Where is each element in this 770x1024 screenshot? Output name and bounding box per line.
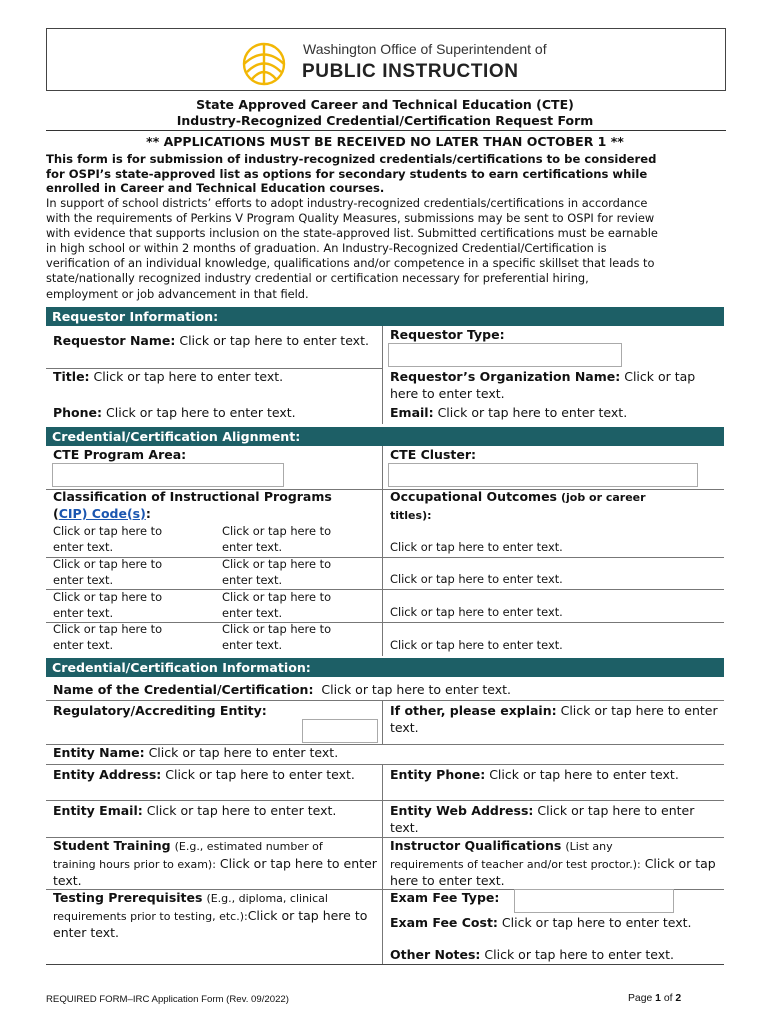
phone-value[interactable]: Click or tap here to enter text. bbox=[106, 405, 296, 420]
requestor-type-label: Requestor Type: bbox=[390, 327, 505, 342]
requestor-phone-field[interactable] bbox=[53, 405, 378, 422]
intro-body-line: In support of school districts’ efforts to adopt industry-recognized credentials/certifications in accordance bbox=[46, 196, 648, 210]
program-area-label: CTE Program Area: bbox=[53, 447, 187, 462]
entity-email-field[interactable] bbox=[53, 803, 378, 820]
table-bottom-border bbox=[46, 964, 724, 965]
occupational-outcome-field-4[interactable]: Click or tap here to enter text. bbox=[390, 638, 563, 652]
instructor-qualifications-label: Instructor Qualifications bbox=[390, 838, 562, 853]
title-value[interactable]: Click or tap here to enter text. bbox=[93, 369, 284, 384]
instructor-qualifications-value[interactable]: Click or tap here to enter text. bbox=[390, 855, 716, 888]
phone-label: Phone: bbox=[53, 405, 103, 420]
entity-phone-label: Entity Phone: bbox=[390, 767, 486, 782]
header-logo-box bbox=[46, 28, 726, 91]
column-divider bbox=[382, 326, 383, 424]
intro-bold-paragraph bbox=[46, 152, 736, 196]
title-label: Title: bbox=[53, 369, 90, 384]
row-divider bbox=[382, 557, 724, 558]
cip-code-field-1[interactable]: Click or tap here to enter text. bbox=[53, 524, 163, 554]
entity-email-value[interactable]: Click or tap here to enter text. bbox=[146, 803, 337, 818]
row-divider bbox=[382, 622, 724, 623]
section-header-requestor: Requestor Information: bbox=[46, 307, 724, 326]
requestor-org-field[interactable] bbox=[390, 369, 720, 402]
cip-code-field-8[interactable]: Click or tap here to enter text. bbox=[222, 622, 332, 652]
cip-code-field-3[interactable]: Click or tap here to enter text. bbox=[53, 557, 163, 587]
requestor-name-label: Requestor Name: bbox=[53, 333, 176, 348]
program-area-dropdown[interactable] bbox=[52, 463, 284, 487]
email-value[interactable]: Click or tap here to enter text. bbox=[437, 405, 628, 420]
occupational-outcomes-label: Occupational Outcomes (job or career titles): bbox=[390, 489, 646, 522]
requestor-name-field[interactable] bbox=[53, 333, 378, 350]
intro-body-line: in high school or within 2 months of graduation. An Industry-Recognized Credential/Certification is bbox=[46, 241, 607, 256]
other-notes-label: Other Notes: bbox=[390, 947, 481, 962]
form-title-line2: Industry-Recognized Credential/Certification Request Form bbox=[176, 113, 594, 128]
credential-name-value[interactable]: Click or tap here to enter text. bbox=[321, 682, 512, 697]
testing-prerequisites-field[interactable]: Testing Prerequisites (E.g., diploma, clinical requirements prior to testing, etc.):Click or tap here to enter text. bbox=[53, 890, 368, 940]
cip-code-field-2[interactable]: Click or tap here to enter text. bbox=[222, 524, 332, 554]
other-explain-label: If other, please explain: bbox=[390, 703, 557, 718]
entity-email-label: Entity Email: bbox=[53, 803, 143, 818]
intro-bold-line: enrolled in Career and Technical Education courses. bbox=[46, 181, 385, 196]
intro-bold-line: for OSPI’s state-approved list as options for secondary students to earn certifications while bbox=[46, 166, 648, 181]
entity-phone-value[interactable]: Click or tap here to enter text. bbox=[489, 767, 679, 782]
exam-fee-cost-value[interactable]: Click or tap here to enter text. bbox=[501, 915, 692, 930]
intro-body-line: with evidence that supports inclusion on the state-approved list. Submitted certifications must be earnable bbox=[46, 226, 658, 241]
org-name-line2: PUBLIC INSTRUCTION bbox=[302, 61, 519, 82]
column-divider bbox=[382, 446, 383, 656]
intro-body-paragraph bbox=[46, 196, 736, 302]
cip-code-field-5[interactable]: Click or tap here to enter text. bbox=[53, 590, 163, 620]
requestor-title-field[interactable] bbox=[53, 369, 378, 386]
intro-bold-line: This form is for submission of industry-recognized credentials/certifications to be considered bbox=[46, 152, 657, 166]
org-name-line1: Washington Office of Superintendent of bbox=[303, 41, 547, 57]
cluster-dropdown[interactable] bbox=[388, 463, 698, 487]
cluster-label: CTE Cluster: bbox=[390, 447, 477, 462]
instructor-qualifications-field[interactable]: Instructor Qualifications (List any requirements of teacher and/or test proctor.): Click or tap here to enter text. bbox=[390, 838, 716, 888]
student-training-label: Student Training bbox=[53, 838, 171, 853]
entity-name-field[interactable] bbox=[53, 745, 723, 762]
row-divider bbox=[382, 589, 724, 590]
testing-prerequisites-label: Testing Prerequisites bbox=[53, 890, 203, 905]
entity-address-value[interactable]: Click or tap here to enter text. bbox=[165, 767, 355, 782]
column-divider bbox=[382, 764, 383, 964]
credential-name-label: Name of the Credential/Certification: bbox=[53, 682, 314, 697]
exam-fee-type-label: Exam Fee Type: bbox=[390, 890, 500, 905]
student-training-field[interactable]: Student Training (E.g., estimated number of training hours prior to exam): Click or tap here to enter text. bbox=[53, 838, 377, 888]
section-header-credential: Credential/Certification Information: bbox=[46, 658, 724, 677]
ospi-sun-logo-icon bbox=[235, 37, 293, 87]
student-training-value[interactable]: Click or tap here to enter text. bbox=[53, 855, 377, 888]
regulatory-entity-dropdown[interactable] bbox=[302, 719, 378, 743]
cip-code-field-6[interactable]: Click or tap here to enter text. bbox=[222, 590, 332, 620]
requestor-type-dropdown[interactable] bbox=[388, 343, 622, 367]
exam-fee-cost-label: Exam Fee Cost: bbox=[390, 915, 498, 930]
testing-prerequisites-value[interactable]: Click or tap here to enter text. bbox=[53, 907, 368, 940]
cip-label: Classification of Instructional Programs (CIP) Code(s): bbox=[53, 489, 332, 521]
other-explain-field[interactable] bbox=[390, 703, 720, 736]
section-header-alignment: Credential/Certification Alignment: bbox=[46, 427, 724, 446]
cip-codes-link[interactable]: CIP) Code(s) bbox=[58, 505, 146, 521]
entity-web-value[interactable]: Click or tap here to enter text. bbox=[390, 803, 695, 835]
form-title-line1: State Approved Career and Technical Education (CTE) bbox=[196, 97, 574, 112]
credential-name-field[interactable] bbox=[53, 682, 723, 699]
org-label: Requestor’s Organization Name: bbox=[390, 369, 621, 384]
cip-code-field-7[interactable]: Click or tap here to enter text. bbox=[53, 622, 163, 652]
requestor-email-field[interactable] bbox=[390, 405, 720, 422]
footer-page-number: Page 1 of 2 bbox=[628, 993, 682, 1004]
exam-fee-type-dropdown[interactable] bbox=[514, 889, 674, 913]
occupational-outcome-field-2[interactable]: Click or tap here to enter text. bbox=[390, 572, 563, 586]
title-divider bbox=[46, 130, 726, 131]
entity-address-label: Entity Address: bbox=[53, 767, 162, 782]
entity-name-value[interactable]: Click or tap here to enter text. bbox=[148, 745, 339, 760]
column-divider bbox=[382, 700, 383, 744]
cip-code-field-4[interactable]: Click or tap here to enter text. bbox=[222, 557, 332, 587]
entity-web-label: Entity Web Address: bbox=[390, 803, 534, 818]
email-label: Email: bbox=[390, 405, 434, 420]
exam-fee-cost-field[interactable] bbox=[390, 915, 720, 932]
intro-body-line: employment or job advancement in that field. bbox=[46, 286, 309, 301]
intro-body-line: state/nationally recognized industry credential or certification necessary for preferential hiring, bbox=[46, 271, 589, 286]
row-divider bbox=[46, 800, 724, 801]
intro-body-line: verification of an individual knowledge, qualifications and/or competence in a specific skillset that leads to bbox=[46, 256, 655, 271]
requestor-name-value[interactable]: Click or tap here to enter text. bbox=[179, 333, 369, 348]
org-value[interactable]: Click or tap here to enter text. bbox=[390, 369, 696, 401]
footer-form-id: REQUIRED FORM–IRC Application Form (Rev. 09/2022) bbox=[46, 994, 289, 1005]
entity-phone-field[interactable] bbox=[390, 767, 720, 784]
occupational-outcome-field-1[interactable]: Click or tap here to enter text. bbox=[390, 540, 563, 554]
intro-body-line: with the requirements of Perkins V Program Quality Measures, submissions may be sent to OSPI for review bbox=[46, 211, 655, 226]
deadline-notice: ** APPLICATIONS MUST BE RECEIVED NO LATER THAN OCTOBER 1 ** bbox=[146, 134, 624, 149]
other-explain-value[interactable]: Click or tap here to enter text. bbox=[390, 703, 718, 735]
row-divider bbox=[46, 700, 724, 701]
entity-address-field[interactable] bbox=[53, 767, 378, 784]
entity-name-label: Entity Name: bbox=[53, 745, 145, 760]
occupational-outcome-field-3[interactable]: Click or tap here to enter text. bbox=[390, 605, 563, 619]
regulatory-entity-label: Regulatory/Accrediting Entity: bbox=[53, 703, 267, 718]
other-notes-value[interactable]: Click or tap here to enter text. bbox=[484, 947, 675, 962]
other-notes-field[interactable] bbox=[390, 947, 720, 964]
row-divider bbox=[46, 764, 724, 765]
entity-web-field[interactable] bbox=[390, 803, 720, 836]
